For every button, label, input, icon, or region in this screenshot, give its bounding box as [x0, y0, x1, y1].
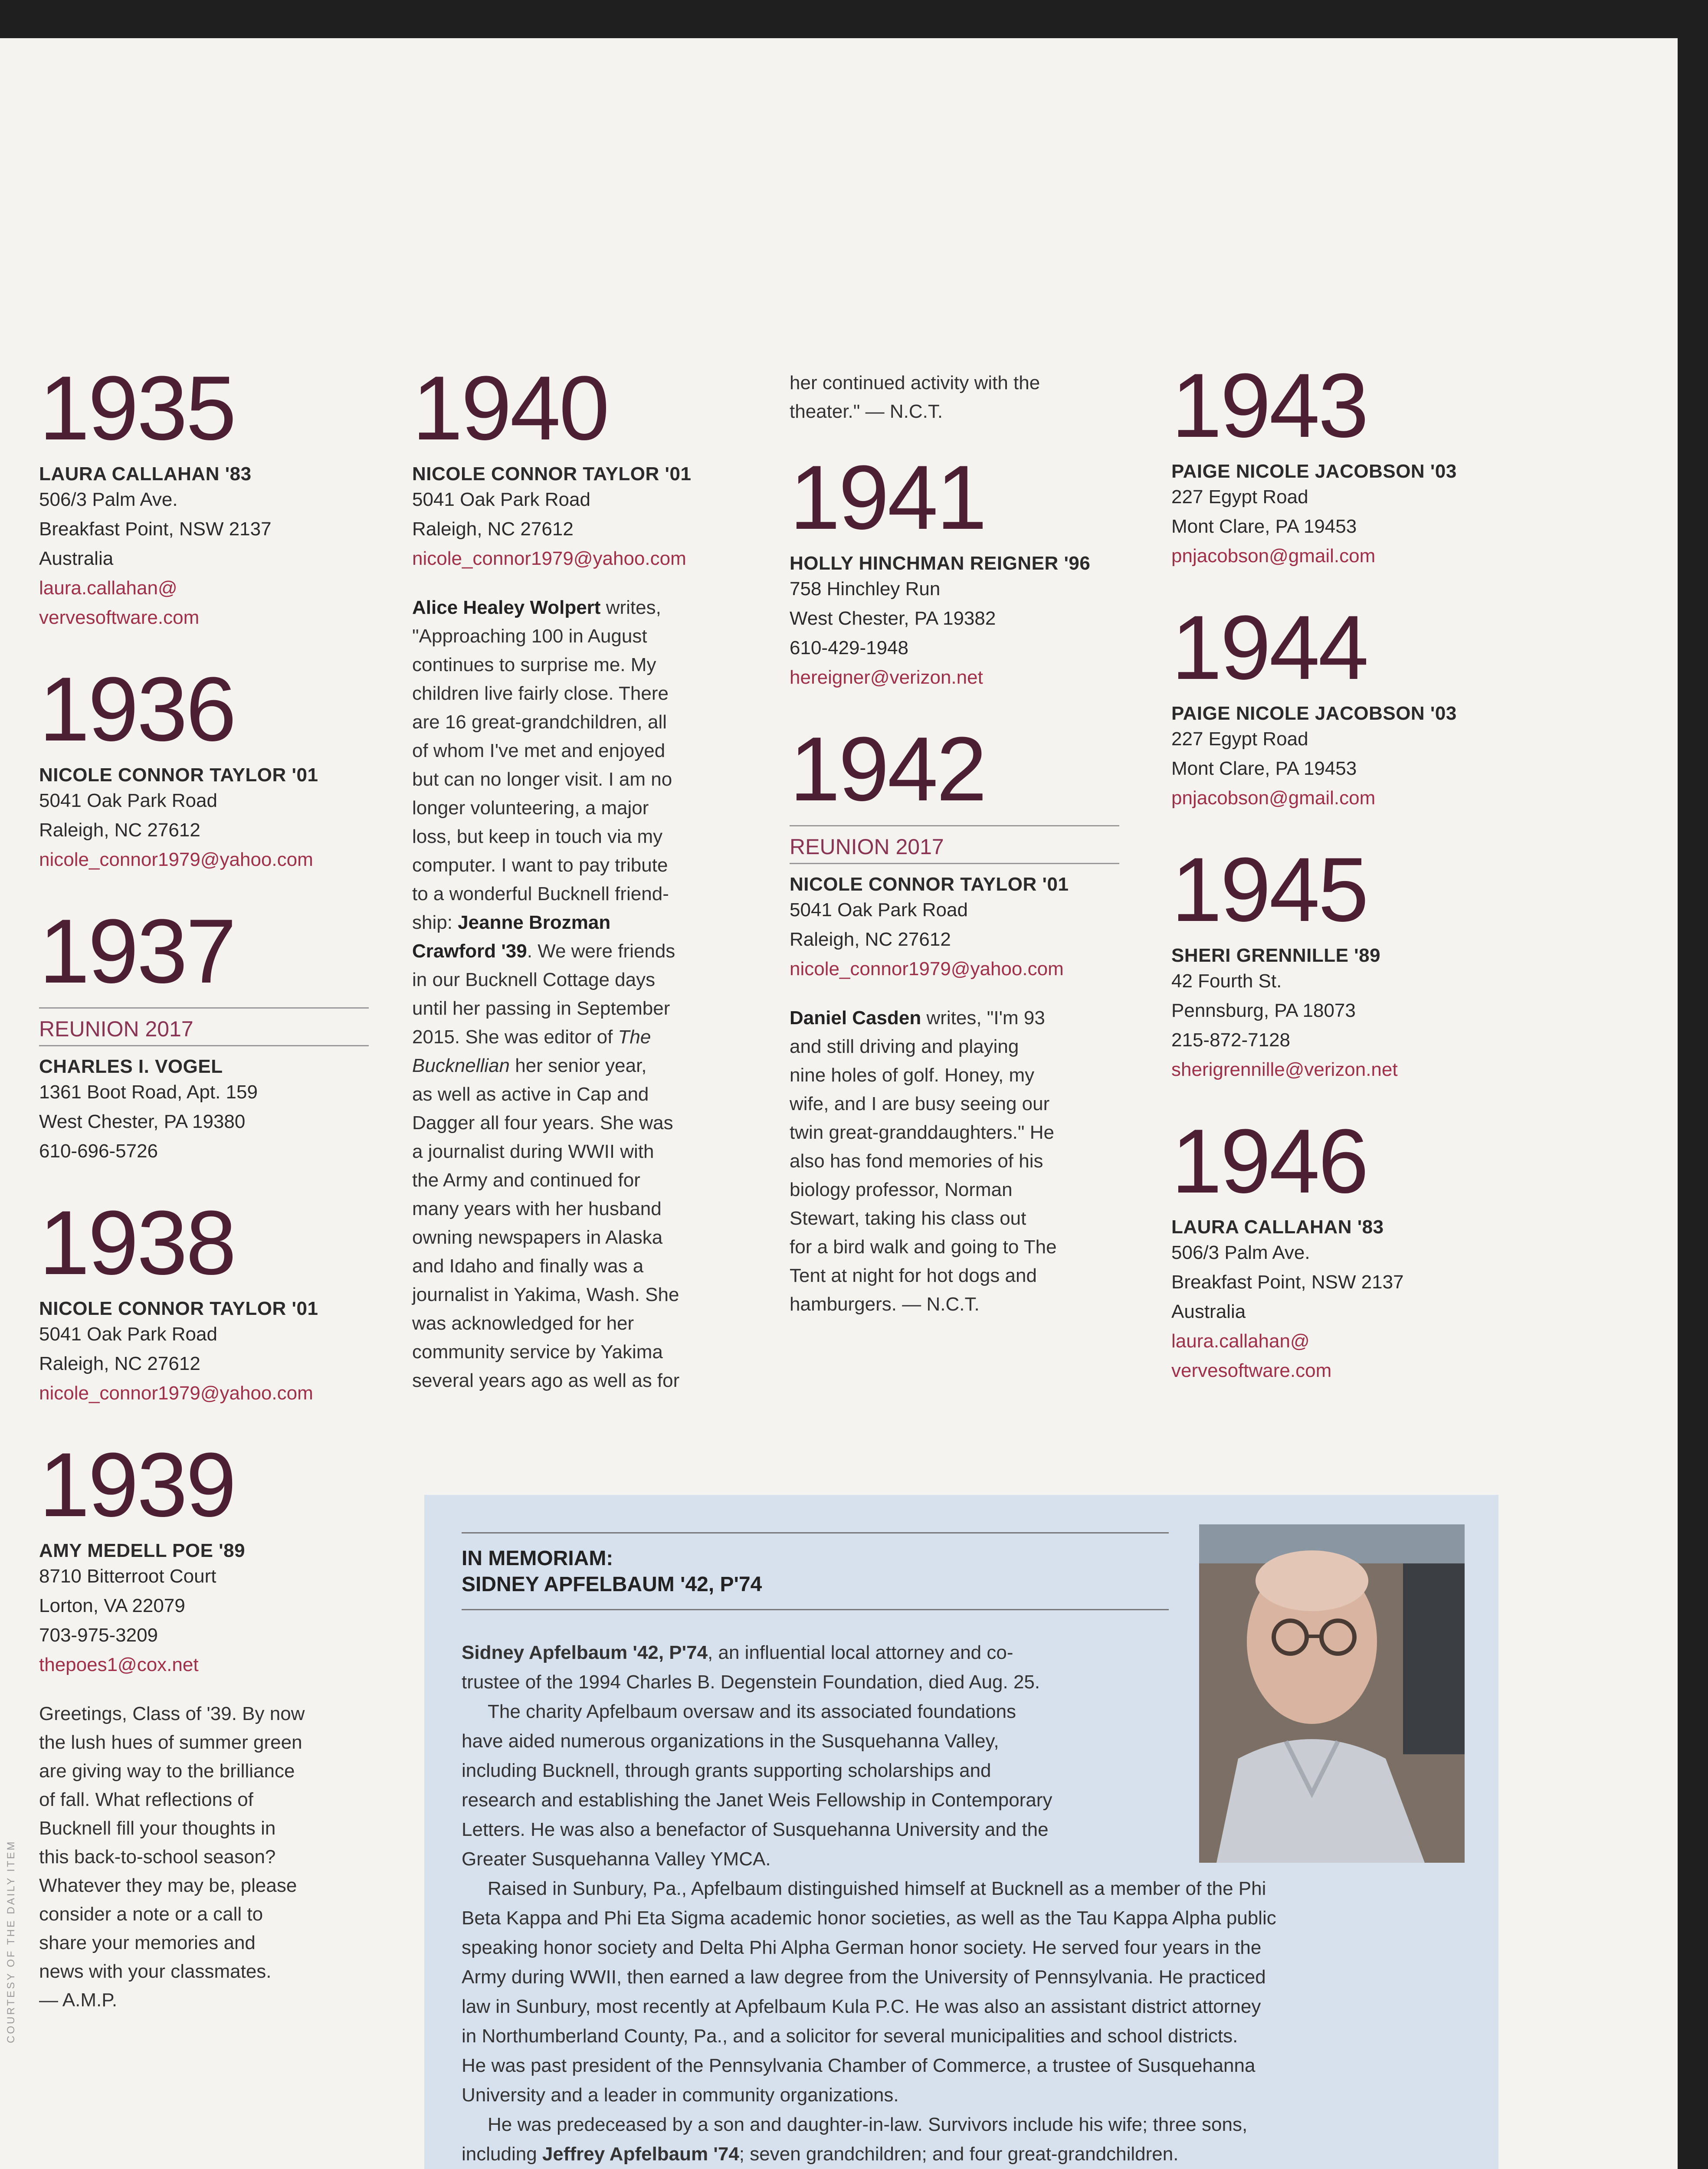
- note-line: community service by Yakima: [412, 1341, 663, 1363]
- class-year: 1939: [39, 1434, 235, 1536]
- address-line: 610-429-1948: [790, 637, 909, 659]
- photo-credit: COURTESY OF THE DAILY ITEM: [5, 1840, 17, 2043]
- class-reporter-name: NICOLE CONNOR TAYLOR '01: [790, 874, 1069, 895]
- heading-line: IN MEMORIAM:: [462, 1547, 613, 1570]
- class-year: 1938: [39, 1192, 235, 1294]
- class-reporter-name: NICOLE CONNOR TAYLOR '01: [412, 463, 692, 485]
- address-line: Raleigh, NC 27612: [39, 819, 200, 841]
- address-line: Raleigh, NC 27612: [790, 929, 951, 950]
- note-line: Whatever they may be, please: [39, 1875, 297, 1896]
- address-line: 42 Fourth St.: [1171, 970, 1282, 992]
- person-name: Daniel Casden: [790, 1007, 921, 1029]
- reunion-label: REUNION 2017: [790, 825, 1119, 864]
- note-line: Tent at night for hot dogs and: [790, 1265, 1037, 1286]
- note-line: owning newspapers in Alaska: [412, 1227, 663, 1248]
- address-line: 5041 Oak Park Road: [790, 899, 968, 921]
- address-line: 758 Hinchley Run: [790, 578, 941, 600]
- class-year: 1942: [790, 718, 986, 820]
- class-reporter-name: CHARLES I. VOGEL: [39, 1056, 223, 1077]
- body-text: Raised in Sunbury, Pa., Apfelbaum distinguished himself at Bucknell as a member of the Phi: [488, 1878, 1266, 1899]
- body-text: , an influential local attorney and co-: [708, 1642, 1013, 1663]
- note-line: Stewart, taking his class out: [790, 1208, 1026, 1229]
- scan-border-right: [1678, 0, 1708, 2169]
- note-line: Greetings, Class of '39. By now: [39, 1703, 305, 1724]
- class-year: 1936: [39, 658, 235, 760]
- note-line: theater." — N.C.T.: [790, 401, 943, 422]
- note-line: as well as active in Cap and: [412, 1084, 649, 1105]
- note-line: longer volunteering, a major: [412, 797, 649, 819]
- address-line: Raleigh, NC 27612: [412, 518, 574, 540]
- address-line: Lorton, VA 22079: [39, 1595, 185, 1616]
- publication-title: The: [618, 1026, 651, 1048]
- note-line: continues to surprise me. My: [412, 654, 656, 675]
- class-year: 1940: [412, 357, 608, 459]
- body-text: research and establishing the Janet Weis Fellowship in Contemporary: [462, 1789, 1052, 1811]
- address-line: Mont Clare, PA 19453: [1171, 516, 1357, 537]
- address-line: 506/3 Palm Ave.: [39, 489, 178, 510]
- class-year: 1935: [39, 357, 235, 459]
- note-line: Dagger all four years. She was: [412, 1112, 673, 1134]
- note-line: a journalist during WWII with: [412, 1141, 654, 1162]
- body-text: in Northumberland County, Pa., and a solicitor for several municipalities and school districts.: [462, 2025, 1238, 2047]
- note-line: twin great-granddaughters." He: [790, 1122, 1054, 1143]
- class-reporter-name: AMY MEDELL POE '89: [39, 1540, 246, 1561]
- class-note: [790, 1004, 1119, 1319]
- note-line: her senior year,: [510, 1055, 647, 1076]
- address-line: 703-975-3209: [39, 1625, 158, 1646]
- note-line: consider a note or a call to: [39, 1904, 263, 1925]
- class-entry-1938: [39, 1192, 369, 1408]
- person-name: Crawford '39: [412, 940, 527, 962]
- address-line: Australia: [1171, 1301, 1246, 1322]
- address-line: 5041 Oak Park Road: [39, 790, 217, 811]
- address-line: 5041 Oak Park Road: [412, 489, 590, 510]
- note-line: in our Bucknell Cottage days: [412, 969, 656, 990]
- note-line: many years with her husband: [412, 1198, 662, 1219]
- person-name: Jeffrey Apfelbaum '74: [542, 2143, 739, 2165]
- address-line: 215-872-7128: [1171, 1029, 1291, 1051]
- note-line: the lush hues of summer green: [39, 1732, 302, 1753]
- class-reporter-name: PAIGE NICOLE JACOBSON '03: [1171, 461, 1457, 482]
- paragraph-2: [462, 1697, 1173, 1874]
- class-reporter-name: SHERI GRENNILLE '89: [1171, 945, 1381, 966]
- class-year: 1941: [790, 446, 986, 548]
- address-line: 5041 Oak Park Road: [39, 1324, 217, 1345]
- note-line: children live fairly close. There: [412, 683, 669, 704]
- class-reporter-name: HOLLY HINCHMAN REIGNER '96: [790, 553, 1091, 574]
- address-line: 227 Egypt Road: [1171, 486, 1308, 508]
- note-line: — A.M.P.: [39, 1989, 118, 2011]
- class-entry-1946: [1171, 1110, 1510, 1386]
- note-line: loss, but keep in touch via my: [412, 826, 663, 847]
- note-line: her continued activity with the: [790, 372, 1040, 393]
- body-text: Greater Susquehanna Valley YMCA.: [462, 1848, 771, 1870]
- address-line: West Chester, PA 19380: [39, 1111, 246, 1132]
- note-line: computer. I want to pay tribute: [412, 855, 668, 876]
- note-line: was acknowledged for her: [412, 1313, 634, 1334]
- column-4: [1171, 354, 1510, 1386]
- publication-title: Bucknellian: [412, 1055, 510, 1076]
- note-line: but can no longer visit. I am no: [412, 769, 672, 790]
- note-line: "Approaching 100 in August: [412, 626, 647, 647]
- class-entry-1941: [790, 446, 1119, 692]
- class-note-continued: [790, 369, 1119, 426]
- column-2: [412, 357, 751, 1395]
- note-line: until her passing in September: [412, 998, 670, 1019]
- note-line: news with your classmates.: [39, 1961, 272, 1982]
- email-link[interactable]: laura.callahan@: [39, 577, 177, 599]
- class-reporter-name: LAURA CALLAHAN '83: [1171, 1216, 1384, 1238]
- note-line: are 16 great-grandchildren, all: [412, 711, 667, 733]
- address-line: 8710 Bitterroot Court: [39, 1566, 216, 1587]
- class-year: 1945: [1171, 839, 1367, 940]
- body-text: Letters. He was also a benefactor of Susquehanna University and the: [462, 1819, 1049, 1840]
- note-line: journalist in Yakima, Wash. She: [412, 1284, 679, 1305]
- note-line: share your memories and: [39, 1932, 256, 1953]
- body-text: He was predeceased by a son and daughter-in-law. Survivors include his wife; three sons,: [488, 2114, 1248, 2135]
- person-name: Alice Healey Wolpert: [412, 597, 601, 618]
- body-text: Beta Kappa and Phi Eta Sigma academic honor societies, as well as the Tau Kappa Alpha public: [462, 1907, 1276, 1929]
- note-line: 2015. She was editor of: [412, 1026, 618, 1048]
- email-link[interactable]: sherigrennille@verizon.net: [1171, 1059, 1398, 1080]
- address-line: 506/3 Palm Ave.: [1171, 1242, 1310, 1263]
- class-note: [39, 1700, 369, 2015]
- scan-border-top: [0, 0, 1708, 38]
- note-line: ship:: [412, 912, 458, 933]
- column-3: [790, 369, 1119, 1319]
- note-line: of whom I've met and enjoyed: [412, 740, 665, 761]
- body-text: ; seven grandchildren; and four great-grandchildren.: [739, 2143, 1179, 2165]
- heading-line: SIDNEY APFELBAUM '42, P'74: [462, 1573, 762, 1596]
- person-name: Jeanne Brozman: [458, 912, 611, 933]
- note-line: writes,: [600, 597, 661, 618]
- email-link[interactable]: nicole_connor1979@yahoo.com: [39, 1383, 313, 1404]
- email-link[interactable]: pnjacobson@gmail.com: [1171, 545, 1376, 567]
- address-line: West Chester, PA 19382: [790, 608, 996, 629]
- note-line: also has fond memories of his: [790, 1150, 1043, 1172]
- email-link[interactable]: laura.callahan@: [1171, 1330, 1310, 1352]
- note-line: biology professor, Norman: [790, 1179, 1013, 1200]
- class-entry-1937: [39, 900, 369, 1166]
- body-text: speaking honor society and Delta Phi Alpha German honor society. He served four years in the: [462, 1937, 1262, 1958]
- note-line: are giving way to the brilliance: [39, 1760, 295, 1782]
- address-line: Breakfast Point, NSW 2137: [39, 518, 272, 540]
- class-entry-1940: [412, 357, 751, 1395]
- body-text: law in Sunbury, most recently at Apfelbaum Kula P.C. He was also an assistant district attorney: [462, 1996, 1261, 2017]
- note-line: this back-to-school season?: [39, 1846, 276, 1868]
- class-note: [412, 593, 751, 1395]
- class-reporter-name: LAURA CALLAHAN '83: [39, 463, 252, 485]
- note-line: the Army and continued for: [412, 1170, 640, 1191]
- paragraph-4: [462, 2110, 1471, 2169]
- address-line: Australia: [39, 548, 114, 569]
- address-line: 610-696-5726: [39, 1140, 158, 1162]
- address-line: Raleigh, NC 27612: [39, 1353, 200, 1374]
- class-year: 1943: [1171, 354, 1367, 456]
- in-memoriam-heading: [462, 1532, 1169, 1610]
- note-line: Bucknell fill your thoughts in: [39, 1818, 276, 1839]
- reunion-label: REUNION 2017: [39, 1007, 369, 1046]
- address-line: Breakfast Point, NSW 2137: [1171, 1271, 1404, 1293]
- note-line: . We were friends: [527, 940, 675, 962]
- in-memoriam-body: [462, 1638, 1471, 2169]
- email-link[interactable]: thepoes1@cox.net: [39, 1654, 199, 1675]
- email-link[interactable]: hereigner@verizon.net: [790, 667, 983, 688]
- column-1: [39, 357, 369, 2015]
- note-line: of fall. What reflections of: [39, 1789, 253, 1810]
- email-link[interactable]: nicole_connor1979@yahoo.com: [39, 849, 313, 870]
- body-text: The charity Apfelbaum oversaw and its associated foundations: [488, 1701, 1016, 1722]
- address-line: 1361 Boot Road, Apt. 159: [39, 1081, 258, 1103]
- address-line: 227 Egypt Road: [1171, 728, 1308, 750]
- class-reporter-name: NICOLE CONNOR TAYLOR '01: [39, 1298, 318, 1319]
- class-entry-1944: [1171, 596, 1510, 813]
- body-text: Army during WWII, then earned a law degree from the University of Pennsylvania. He practiced: [462, 1966, 1266, 1988]
- email-link[interactable]: vervesoftware.com: [1171, 1360, 1332, 1381]
- note-line: writes, "I'm 93: [921, 1007, 1045, 1029]
- in-memoriam-box: [424, 1495, 1498, 2169]
- paragraph-3: [462, 1874, 1471, 2110]
- class-year: 1937: [39, 900, 235, 1002]
- note-line: for a bird walk and going to The: [790, 1236, 1057, 1258]
- email-link[interactable]: nicole_connor1979@yahoo.com: [790, 958, 1064, 980]
- class-year: 1944: [1171, 596, 1367, 698]
- note-line: and Idaho and finally was a: [412, 1255, 644, 1277]
- body-text: University and a leader in community organizations.: [462, 2084, 899, 2106]
- body-text: He was past president of the Pennsylvania Chamber of Commerce, a trustee of Susquehanna: [462, 2055, 1256, 2076]
- class-entry-1945: [1171, 839, 1510, 1084]
- person-name: Sidney Apfelbaum '42, P'74: [462, 1642, 708, 1663]
- address-line: Mont Clare, PA 19453: [1171, 758, 1357, 779]
- note-line: wife, and I are busy seeing our: [790, 1093, 1050, 1114]
- class-entry-1939: [39, 1434, 369, 2015]
- email-link[interactable]: vervesoftware.com: [39, 607, 200, 628]
- paragraph-1: [462, 1638, 1173, 1697]
- class-reporter-name: PAIGE NICOLE JACOBSON '03: [1171, 703, 1457, 724]
- body-text: trustee of the 1994 Charles B. Degenstein Foundation, died Aug. 25.: [462, 1671, 1040, 1693]
- body-text: including Bucknell, through grants supporting scholarships and: [462, 1760, 991, 1781]
- note-line: nine holes of golf. Honey, my: [790, 1065, 1035, 1086]
- note-line: several years ago as well as for: [412, 1370, 680, 1391]
- note-line: to a wonderful Bucknell friend-: [412, 883, 669, 904]
- address-line: Pennsburg, PA 18073: [1171, 1000, 1356, 1021]
- note-line: and still driving and playing: [790, 1036, 1019, 1057]
- note-line: hamburgers. — N.C.T.: [790, 1294, 980, 1315]
- class-year: 1946: [1171, 1110, 1367, 1212]
- class-reporter-name: NICOLE CONNOR TAYLOR '01: [39, 764, 318, 786]
- body-text: have aided numerous organizations in the Susquehanna Valley,: [462, 1730, 999, 1752]
- class-entry-1935: [39, 357, 369, 632]
- class-entry-1936: [39, 658, 369, 875]
- email-link[interactable]: nicole_connor1979@yahoo.com: [412, 548, 686, 569]
- class-entry-1943: [1171, 354, 1510, 571]
- email-link[interactable]: pnjacobson@gmail.com: [1171, 787, 1376, 809]
- body-text: including: [462, 2143, 542, 2165]
- class-entry-1942: [790, 718, 1119, 1319]
